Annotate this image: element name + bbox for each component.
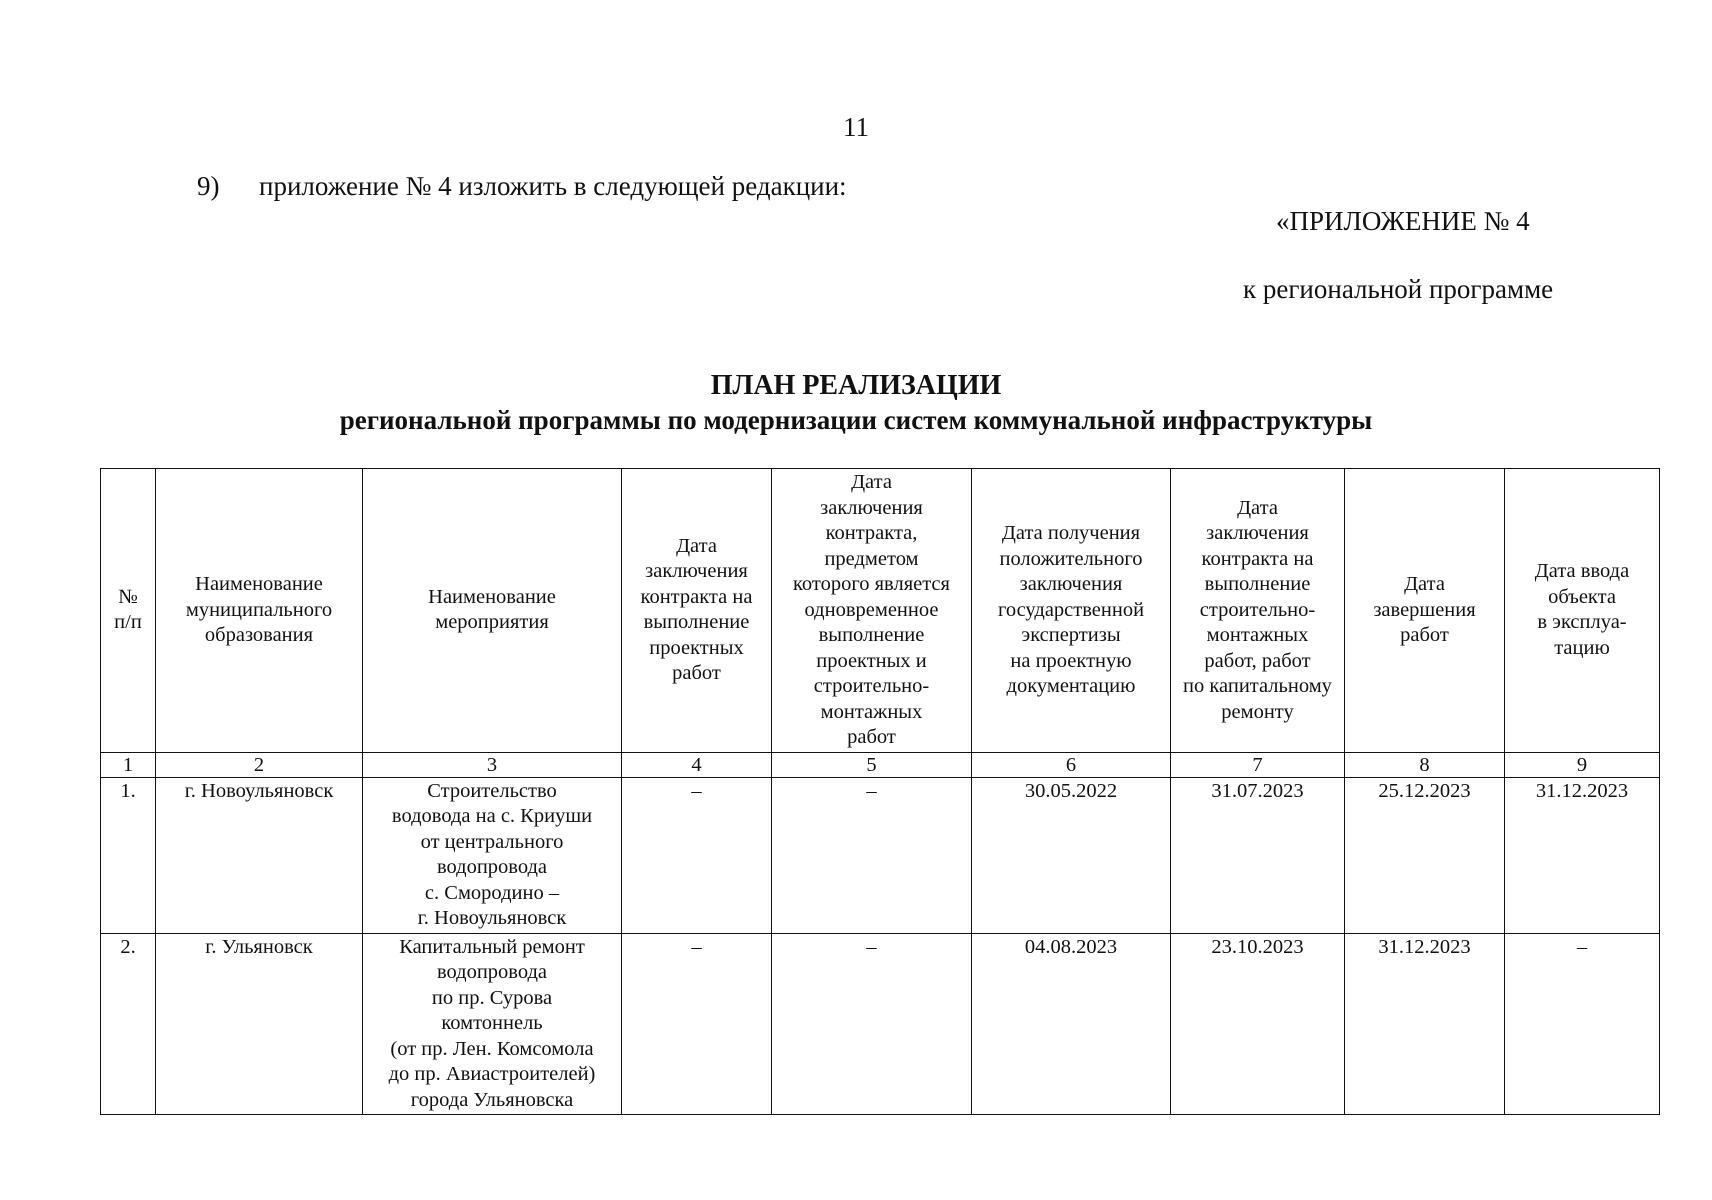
completion-date-cell: 31.12.2023	[1345, 933, 1505, 1115]
column-number: 7	[1171, 752, 1345, 777]
expertise-date-cell: 30.05.2022	[972, 777, 1171, 933]
plan-subtitle: региональной программы по модернизации систем коммунальной инфраструктуры	[339, 405, 1373, 435]
column-number: 1	[101, 752, 156, 777]
design-contract-cell: –	[622, 777, 772, 933]
header-cell-completion-date: Дата завершения работ	[1345, 469, 1505, 753]
appendix-title: «ПРИЛОЖЕНИЕ № 4	[1276, 206, 1530, 236]
design-contract-cell: –	[622, 933, 772, 1115]
combined-contract-cell: –	[772, 933, 972, 1115]
row-number: 2.	[101, 933, 156, 1115]
appendix-subtitle: к региональной программе	[1243, 274, 1554, 304]
header-cell-combined-contract: Дата заключения контракта, предметом которого является одновременное выполнение проектных и строительно- монтажных работ	[772, 469, 972, 753]
municipality-cell: г. Ульяновск	[156, 933, 363, 1115]
municipality-cell: г. Новоульяновск	[156, 777, 363, 933]
commissioning-date-cell: 31.12.2023	[1505, 777, 1660, 933]
column-number: 9	[1505, 752, 1660, 777]
column-number: 2	[156, 752, 363, 777]
expertise-date-cell: 04.08.2023	[972, 933, 1171, 1115]
instruction-number: 9)	[197, 171, 220, 201]
column-number: 4	[622, 752, 772, 777]
header-cell-commissioning-date: Дата ввода объекта в эксплуа- тацию	[1505, 469, 1660, 753]
instruction-text: приложение № 4 изложить в следующей редакции:	[259, 171, 847, 201]
header-cell-expertise-date: Дата получения положительного заключения государственной экспертизы на проектную документацию	[972, 469, 1171, 753]
event-cell: Капитальный ремонт водопровода по пр. Сурова комтоннель (от пр. Лен. Комсомола до пр. Авиастроителей) города Ульяновска	[363, 933, 622, 1115]
column-number: 8	[1345, 752, 1505, 777]
header-cell-construction-contract: Дата заключения контракта на выполнение строительно- монтажных работ, работ по капитальному ремонту	[1171, 469, 1345, 753]
construction-contract-cell: 31.07.2023	[1171, 777, 1345, 933]
column-number: 3	[363, 752, 622, 777]
completion-date-cell: 25.12.2023	[1345, 777, 1505, 933]
construction-contract-cell: 23.10.2023	[1171, 933, 1345, 1115]
row-number: 1.	[101, 777, 156, 933]
header-cell-number: № п/п	[101, 469, 156, 753]
amendment-instruction	[197, 171, 847, 202]
column-number: 5	[772, 752, 972, 777]
combined-contract-cell: –	[772, 777, 972, 933]
column-number: 6	[972, 752, 1171, 777]
table-row	[101, 777, 1660, 933]
implementation-plan-table	[100, 468, 1660, 1115]
plan-title: ПЛАН РЕАЛИЗАЦИИ	[710, 370, 1002, 401]
table-header-row	[101, 469, 1660, 753]
header-cell-municipality: Наименование муниципального образования	[156, 469, 363, 753]
header-cell-event: Наименование мероприятия	[363, 469, 622, 753]
commissioning-date-cell: –	[1505, 933, 1660, 1115]
page-number: 11	[843, 112, 869, 142]
event-cell: Строительство водовода на с. Криуши от центрального водопровода с. Смородино – г. Новоульяновск	[363, 777, 622, 933]
table-row	[101, 933, 1660, 1115]
header-cell-design-contract: Дата заключения контракта на выполнение проектных работ	[622, 469, 772, 753]
column-number-row	[101, 752, 1660, 777]
